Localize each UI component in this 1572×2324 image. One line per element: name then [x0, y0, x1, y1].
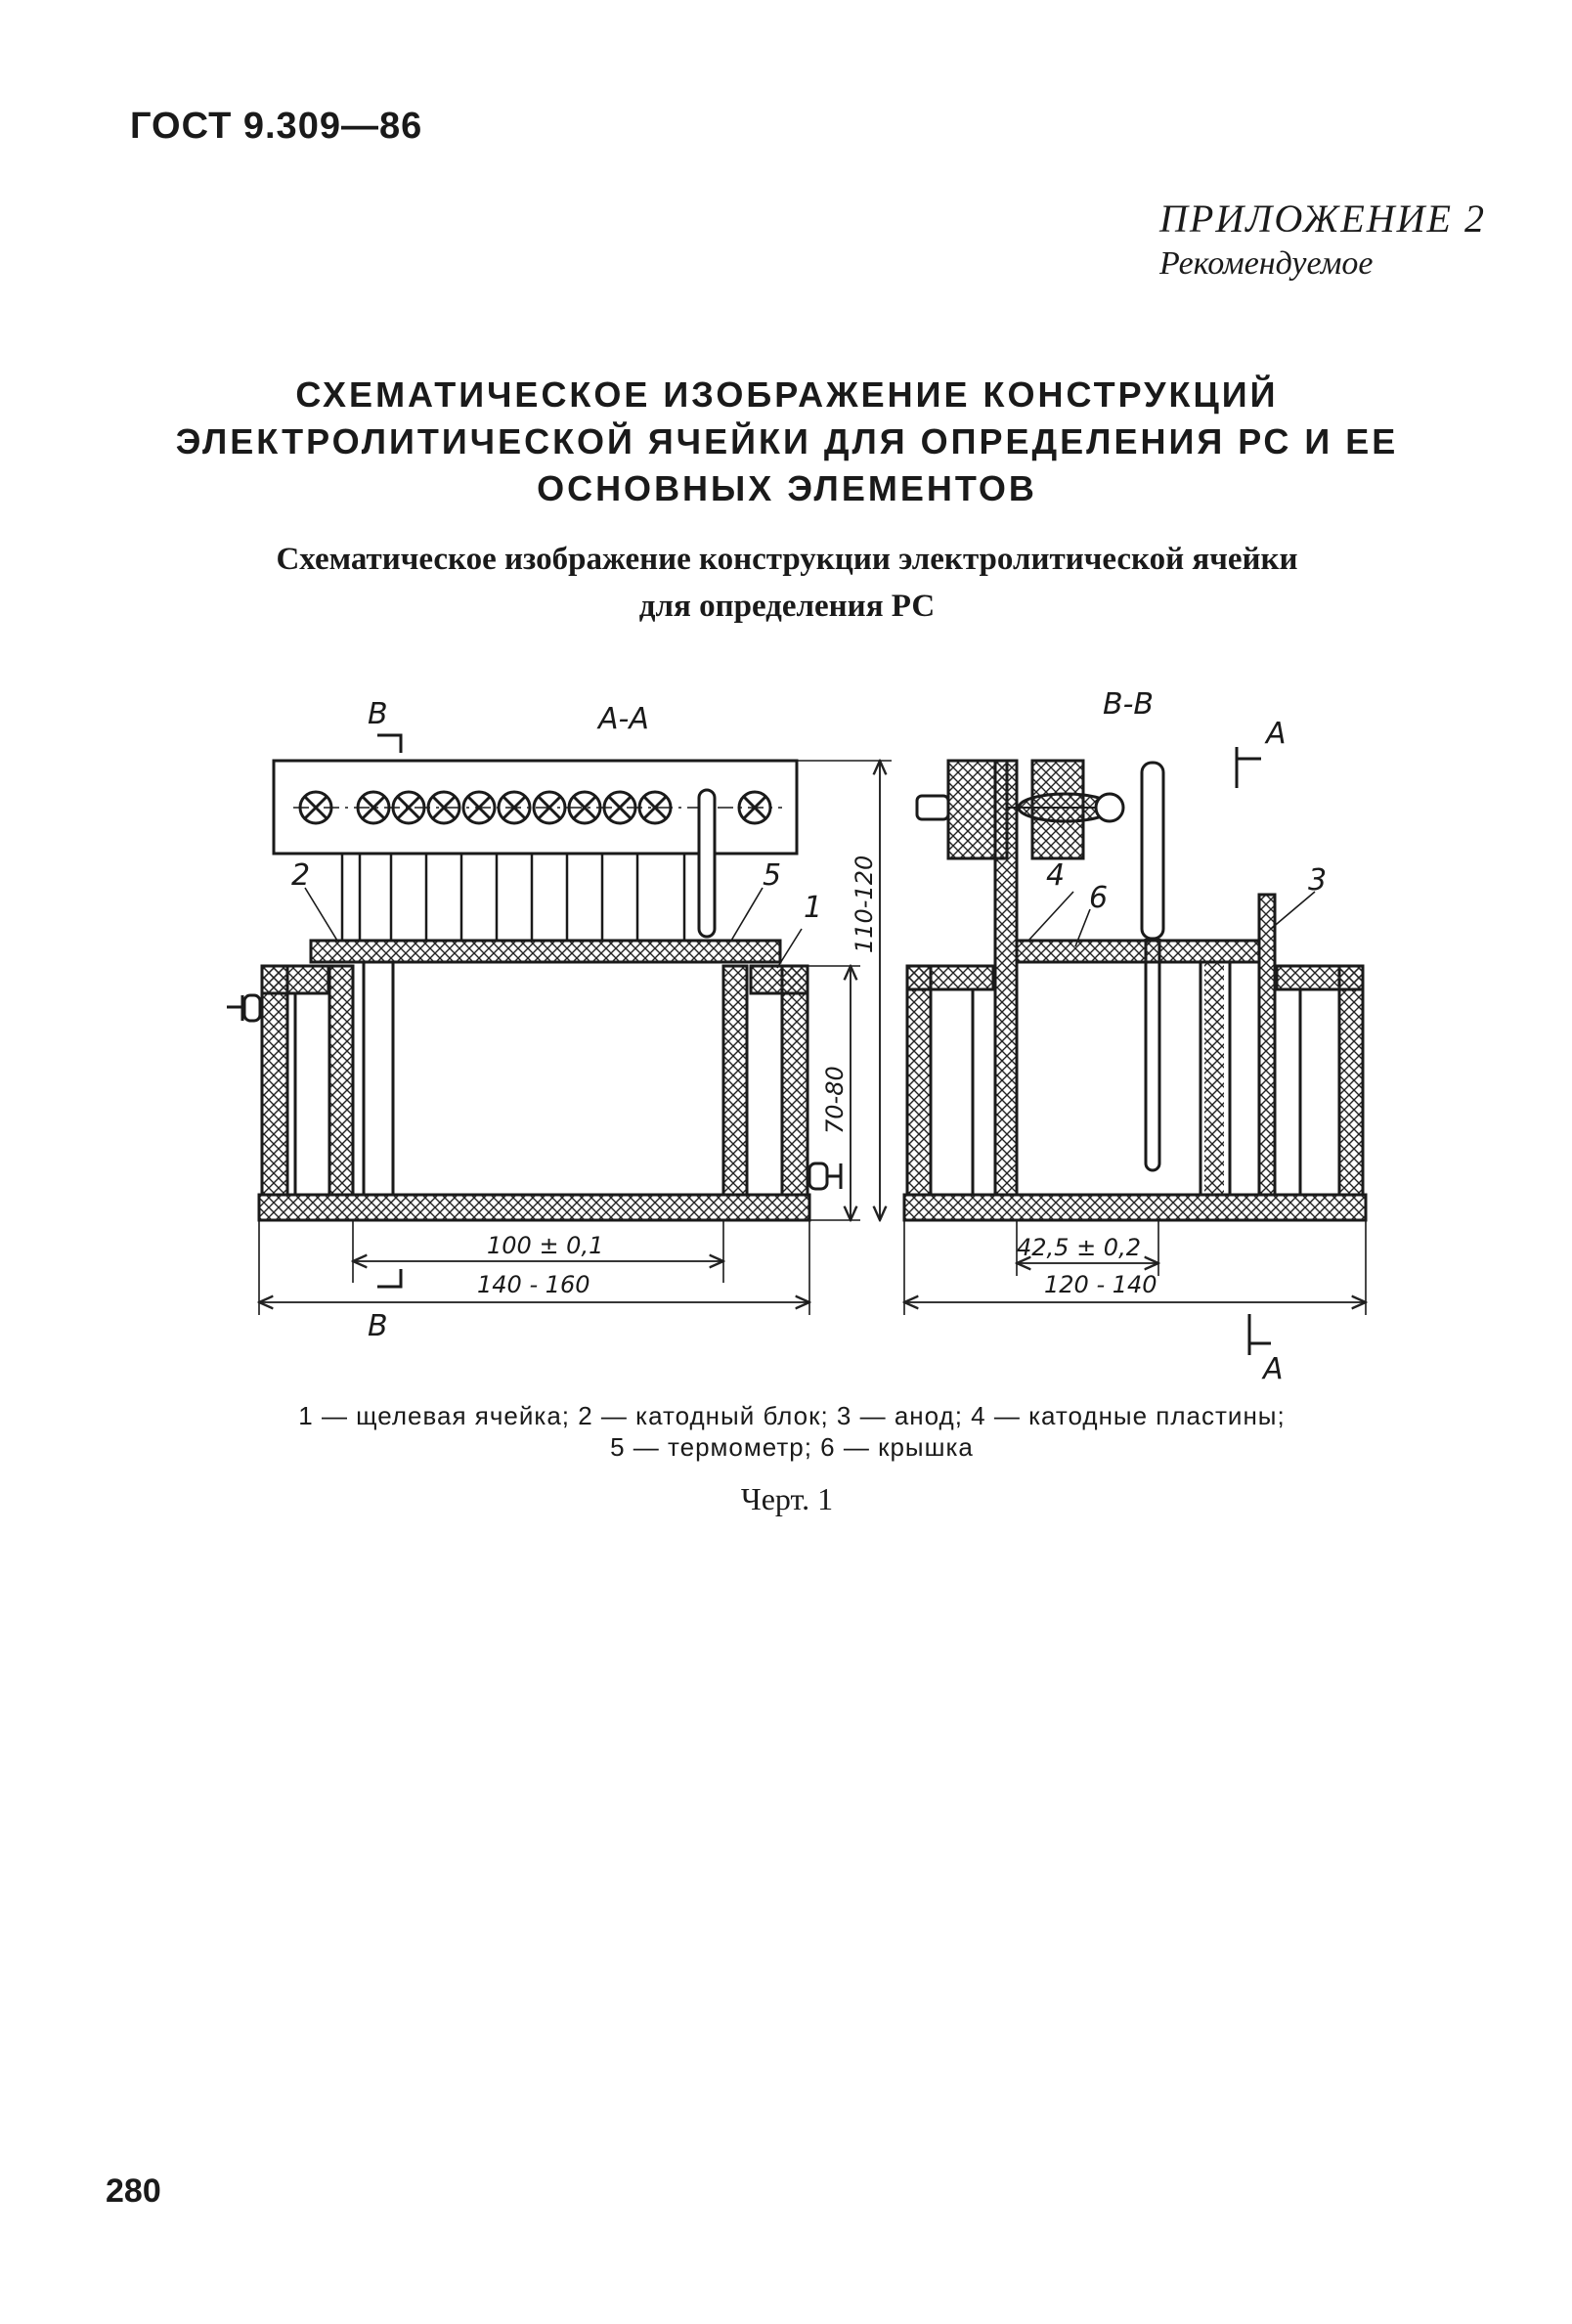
cut-mark-a-top: А — [1266, 717, 1287, 751]
section-label-aa: А-А — [598, 702, 649, 736]
figure-caption: Черт. 1 — [740, 1481, 834, 1516]
main-title-line: ОСНОВНЫХ ЭЛЕМЕНТОВ — [537, 468, 1037, 508]
figure-title-line: для определения РС — [638, 589, 936, 624]
callout-3: 3 — [1308, 863, 1328, 898]
dim-gap: 42,5 ± 0,2 — [1017, 1234, 1141, 1261]
callout-2: 2 — [291, 858, 311, 893]
callout-4: 4 — [1046, 858, 1066, 893]
appendix-status: Рекомендуемое — [1159, 245, 1374, 282]
callout-1: 1 — [804, 891, 823, 925]
dim-total-height: 110-120 — [851, 855, 878, 953]
legend-line: 5 — термометр; 6 — крышка — [610, 1432, 974, 1462]
main-title-line: СХЕМАТИЧЕСКОЕ ИЗОБРАЖЕНИЕ КОНСТРУКЦИЙ — [295, 374, 1279, 415]
dim-inner-height: 70-80 — [821, 1066, 849, 1134]
figure-title-line: Схематическое изображение конструкции электролитической ячейки — [276, 542, 1298, 577]
cut-mark-a-bottom: А — [1263, 1352, 1284, 1386]
callout-6: 6 — [1089, 881, 1109, 915]
legend-line: 1 — щелевая ячейка; 2 — катодный блок; 3 — анод; 4 — катодные пластины; — [298, 1401, 1286, 1430]
appendix-title: ПРИЛОЖЕНИЕ 2 — [1159, 197, 1486, 241]
page-number: 280 — [106, 2172, 161, 2210]
figure-legend — [166, 1400, 1418, 1463]
dim-width: 120 - 140 — [1044, 1271, 1157, 1298]
callout-5: 5 — [763, 858, 782, 893]
main-title-line: ЭЛЕКТРОЛИТИЧЕСКОЙ ЯЧЕЙКИ ДЛЯ ОПРЕДЕЛЕНИЯ РС И ЕЕ — [175, 421, 1399, 461]
section-view-aa — [227, 761, 841, 1220]
section-view-bb — [904, 761, 1366, 1220]
cut-mark-b-bottom: В — [368, 1309, 388, 1343]
cut-mark-b-top: В — [368, 697, 388, 731]
section-label-bb: В-В — [1103, 687, 1154, 722]
document-code: ГОСТ 9.309—86 — [130, 106, 423, 147]
dim-length: 140 - 160 — [477, 1271, 590, 1298]
dim-pitch: 100 ± 0,1 — [487, 1232, 604, 1259]
